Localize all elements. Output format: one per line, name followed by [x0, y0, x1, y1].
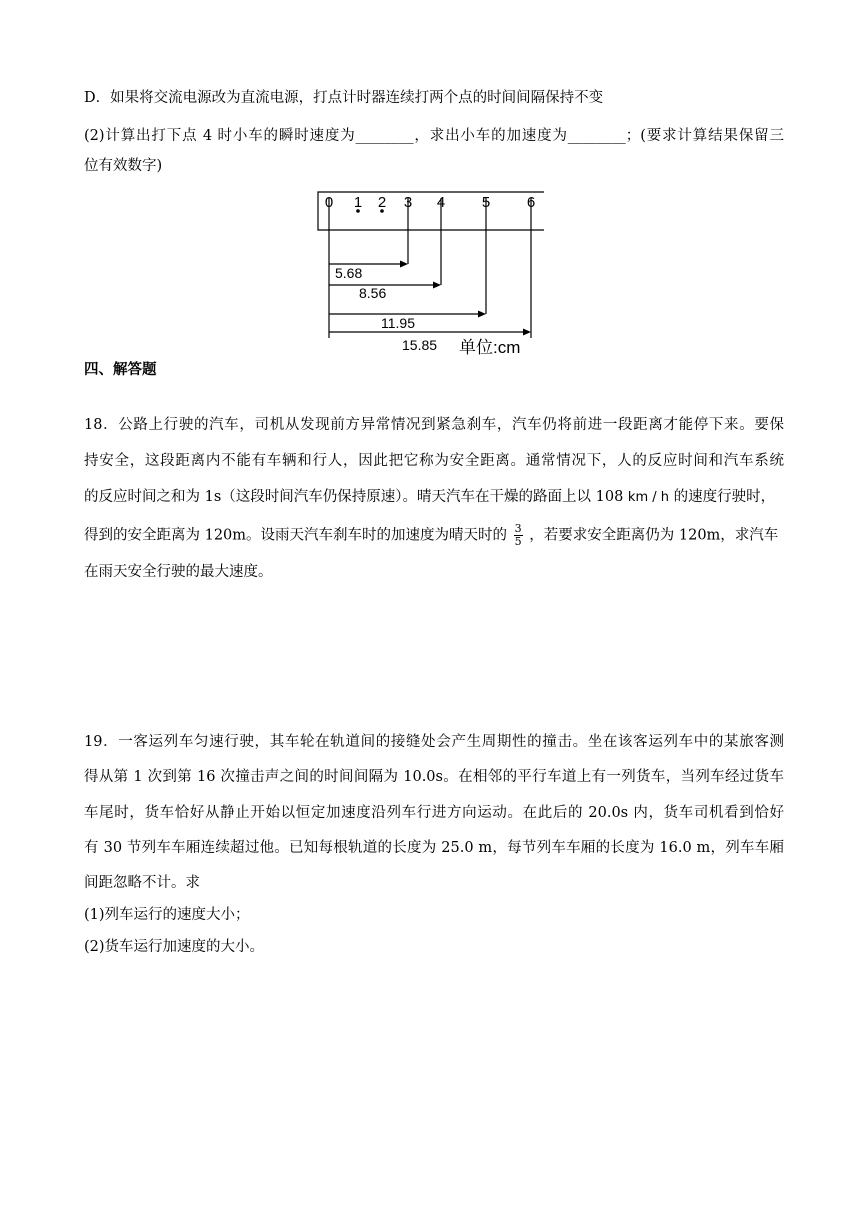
distance-label-3: 5.68 — [335, 265, 363, 281]
q2-line-1: (2)计算出打下点 4 时小车的瞬时速度为________，求出小车的加速度为________；(要求计算结果保留三 — [84, 128, 784, 144]
q19-line-4: 有 30 节列车车厢连续超过他。已知每根轨道的长度为 25.0 m，每节列车车厢的长度为 16.0 m，列车车厢 — [84, 840, 784, 856]
q18-line-2: 持安全，这段距离内不能有车辆和行人，因此把它称为安全距离。通常情况下，人的反应时间和汽车系统 — [84, 453, 784, 469]
q18-line-5: 在雨天安全行驶的最大速度。 — [84, 564, 273, 580]
tick-label-5: 5 — [481, 194, 491, 211]
q18-line-4 — [84, 523, 784, 548]
tick-label-2: 2 — [377, 194, 387, 211]
q19-sub-question-1: (1)列车运行的速度大小； — [84, 907, 250, 923]
option-d-text: D．如果将交流电源改为直流电源，打点计时器连续打两个点的时间间隔保持不变 — [84, 90, 604, 106]
q18-line-4b: ，若要求安全距离仍为 120m，求汽车 — [529, 527, 779, 544]
fraction-numerator: 3 — [514, 522, 522, 535]
q19-line-2: 得从第 1 次到第 16 次撞击声之间的时间间隔为 10.0s。在相邻的平行车道上有一列货车，当列车经过货车 — [84, 769, 784, 785]
q18-line-3-end: 的速度行驶时， — [673, 489, 776, 505]
fraction — [514, 523, 523, 548]
q2-line-2: 位有效数字) — [84, 158, 163, 174]
tick-label-6: 6 — [526, 194, 536, 211]
q18-line-4a: 得到的安全距离为 120m。设雨天汽车刹车时的加速度为晴天时的 — [84, 527, 508, 544]
q19-line-5: 间距忽略不计。求 — [84, 875, 200, 891]
paper-tape-outline — [318, 192, 544, 230]
q19-sub-question-2: (2)货车运行加速度的大小。 — [84, 939, 265, 955]
tick-label-3: 3 — [403, 194, 413, 211]
tick-label-1: 1 — [353, 194, 363, 211]
q19-line-1: 19．一客运列车匀速行驶，其车轮在轨道间的接缝处会产生周期性的撞击。坐在该客运列车中的某旅客测 — [84, 734, 784, 750]
tick-label-0: 0 — [324, 194, 334, 211]
q18-line-3-text: 的反应时间之和为 1s（这段时间汽车仍保持原速）。晴天汽车在干燥的路面上以 108 — [84, 489, 624, 505]
q18-line-3 — [84, 487, 784, 508]
tick-label-4: 4 — [436, 194, 446, 211]
unit-label: 单位:cm — [459, 338, 521, 357]
distance-label-4: 8.56 — [359, 285, 387, 301]
distance-label-5: 11.95 — [381, 315, 415, 331]
tape-figure — [316, 190, 548, 362]
q19-line-3: 车尾时，货车恰好从静止开始以恒定加速度沿列车行进方向运动。在此后的 20.0s 内，货车司机看到恰好 — [84, 805, 784, 821]
section-title: 四、解答题 — [84, 361, 157, 378]
q18-line-1: 18．公路上行驶的汽车，司机从发现前方异常情况到紧急刹车，汽车仍将前进一段距离才能停下来。要保 — [84, 417, 784, 433]
speed-unit: km / h — [627, 490, 669, 505]
fraction-denominator: 5 — [514, 535, 522, 548]
distance-label-6: 15.85 — [402, 337, 438, 353]
